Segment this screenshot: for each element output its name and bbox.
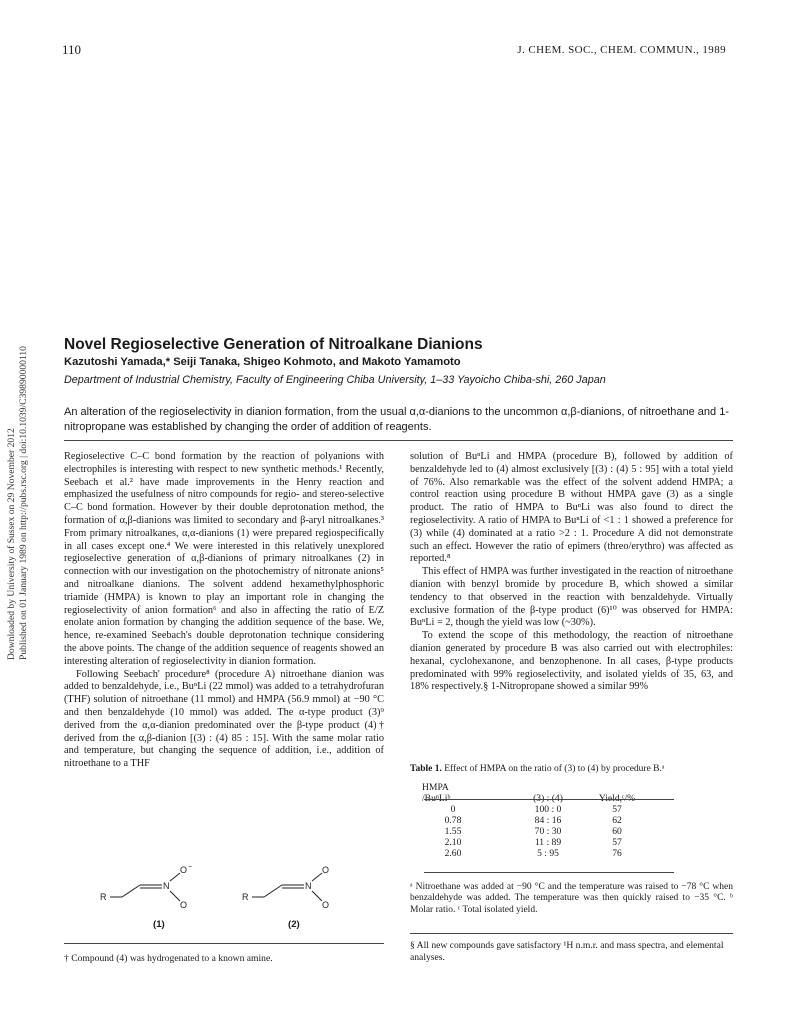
product-ratio-cell: 5 : 95	[537, 848, 559, 859]
dianion-structures-svg	[70, 865, 330, 915]
structure-2	[252, 873, 322, 901]
table-header-hmpa: HMPA	[422, 782, 449, 793]
paragraph: To extend the scope of this methodology, the reaction of nitroethane dianion generated by procedure B was also carried out with electrophiles: hexanal, cyclohexanone, and benzophenone. In all cases, β-type products predominated with 99% regioselectivity, and isolated yields of 35, 63, and 18% respectively.§ 1-Nitropropane showed a similar 99%	[410, 630, 733, 693]
table-bottom-rule	[424, 872, 674, 873]
table-row	[422, 815, 652, 826]
table-1	[410, 764, 733, 859]
article-authors: Kazutoshi Yamada,* Seiji Tanaka, Shigeo Kohmoto, and Makoto Yamamoto	[64, 356, 461, 368]
charge-1: −	[188, 865, 193, 871]
journal-header: J. CHEM. SOC., CHEM. COMMUN., 1989	[517, 44, 726, 56]
article-abstract: An alteration of the regioselectivity in dianion formation, from the usual α,α-dianions to the uncommon α,β-dianions, of nitroethane and 1-nitropropane was established by changing the order of addition of reagents.	[64, 406, 729, 433]
table-footnotes: ᵃ Nitroethane was added at −90 °C and the temperature was raised to −78 °C when benzaldehyde was added. The temperature was then quickly raised to −35 °C. ᵇ Molar ratio. ᶜ Total isolated yield.	[410, 882, 733, 915]
oxygen-anion-1: O	[180, 865, 188, 875]
r-group-2: R	[242, 892, 249, 902]
nitrogen-1: N	[163, 881, 170, 891]
footnote-divider-left	[64, 943, 384, 944]
oxygen-anion-2: O	[322, 865, 330, 875]
download-watermark	[6, 160, 29, 660]
footnote-divider-right	[410, 933, 733, 934]
table-header-ratio: /BuⁿLiᵇ	[422, 793, 451, 804]
article-title: Novel Regioselective Generation of Nitroalkane Dianions	[64, 336, 483, 353]
yield-cell: 76	[612, 848, 622, 859]
paragraph: Following Seebach' procedure⁸ (procedure A) nitroethane dianion was added to benzaldehyde, i.e., BuⁿLi (22 mmol) was added to a tetrahydrofuran (THF) solution of nitroethane (11 mmol) and HMPA (56.9 mmol) at −90 °C and then benzaldehyde (10 mmol) was added. The α-type product (3)⁹ derived from the α,α-dianion predominated over the β-type product (4)† derived from the α,β-dianion [(3) : (4) 85 : 15]. With the same molar ratio and temperature, but changing the sequence of addition, i.e., addition of nitroethane to a THF	[64, 668, 384, 770]
chemical-structures	[70, 865, 330, 935]
yield-cell: 60	[612, 826, 622, 837]
yield-cell: 57	[612, 837, 622, 848]
abstract-divider	[64, 440, 733, 441]
yield-table	[422, 782, 652, 859]
right-column	[410, 451, 733, 694]
table-caption-text: Effect of HMPA on the ratio of (3) to (4) by procedure B.ᵃ	[444, 764, 665, 774]
oxygen-1: O	[180, 900, 188, 910]
product-ratio-cell: 11 : 89	[534, 837, 562, 848]
left-column	[64, 451, 384, 771]
article-affiliation: Department of Industrial Chemistry, Faculty of Engineering Chiba University, 1–33 Yayoicho Chiba-shi, 260 Japan	[64, 374, 606, 386]
yield-cell: 57	[612, 804, 622, 815]
product-ratio-cell: 70 : 30	[534, 826, 562, 837]
table-row	[422, 804, 652, 815]
hmpa-ratio-cell: 2.60	[444, 848, 462, 859]
table-row	[422, 848, 652, 859]
paragraph: solution of BuⁿLi and HMPA (procedure B), followed by addition of benzaldehyde led to (4) almost exclusively [(3) : (4) 5 : 95] with a total yield of 76%. Also remarkable was the effect of the solvent addend HMPA; a control reaction using procedure B without HMPA gave (3) as a single product. The ratio of HMPA to BuⁿLi was also found to direct the regioselectivity. A ratio of HMPA to BuⁿLi of <1 : 1 showed a preference for (3) while (4) dominated at a ratio >2 : 1. Procedure A did not demonstrate such an effect. However the ratio of epimers (threo/erythro) was affected as reported.⁸	[410, 451, 733, 565]
table-body	[422, 804, 652, 859]
hmpa-ratio-cell: 0	[450, 804, 456, 815]
paragraph: This effect of HMPA was further investigated in the reaction of nitroethane dianion with benzyl bromide by procedure B, which showed a similar tendency to that observed in the reaction with benzaldehyde. Virtually exclusive formation of the β-type product (6)¹⁰ was observed for HMPA: BuⁿLi = 2, though the yield was low (~30%).	[410, 566, 733, 629]
page-number: 110	[62, 42, 82, 57]
nitrogen-2: N	[305, 881, 312, 891]
hmpa-ratio-cell: 1.55	[444, 826, 462, 837]
footnote-section: § All new compounds gave satisfactory ¹H n.m.r. and mass spectra, and elemental analyses.	[410, 940, 724, 963]
table-header-product-ratio: (3) : (4)	[533, 793, 563, 804]
table-header-rule	[424, 799, 674, 800]
table-row	[422, 837, 652, 848]
yield-cell: 62	[612, 815, 622, 826]
download-line: Downloaded by University of Sussex on 29 November 2012	[6, 428, 17, 660]
footnote-dagger: † Compound (4) was hydrogenated to a known amine.	[64, 953, 273, 964]
doi-line: Published on 01 January 1989 on http://pubs.rsc.org | doi:10.1039/C39890000110	[17, 346, 29, 660]
r-group-1: R	[100, 892, 107, 902]
product-ratio-cell: 100 : 0	[534, 804, 562, 815]
table-caption	[410, 764, 733, 774]
table-header-yield: Yield,ᶜ/%	[598, 793, 636, 804]
hmpa-ratio-cell: 0.78	[444, 815, 462, 826]
hmpa-ratio-cell: 2.10	[444, 837, 462, 848]
structure-2-label: (2)	[288, 919, 300, 930]
structure-1-label: (1)	[153, 919, 165, 930]
table-caption-label: Table 1.	[410, 764, 442, 774]
structure-1	[110, 873, 180, 901]
table-row	[422, 826, 652, 837]
oxygen-2: O	[322, 900, 330, 910]
product-ratio-cell: 84 : 16	[534, 815, 562, 826]
paragraph: Regioselective C–C bond formation by the reaction of polyanions with electrophiles is interesting with respect to new synthetic methods.¹ Recently, Seebach et al.² have made improvements in the Henry reaction and emphasized the usefulness of nitro compounds for regio- and stereo-selective C–C bond formation. However by their double deprotonation method, the formation of α,β-dianions was limited to secondary and β-aryl nitroalkanes.³ From primary nitroalkanes, α,α-dianions (1) were prepared regiospecifically in all cases except one.⁴ We were interested in this relatively unexplored regioselective generation of α,β-dianions of primary nitroalkanes (2) in connection with our investigation on the photochemistry of nitronate anions⁵ and nitroalkane dianions. The solvent addend hexamethylphosphoric triamide (HMPA) is known to play an important role in changing the regioselectivity of anion formation⁶ and also in affecting the ratio of E/Z enolate anion formation by changing the addition sequence of the base. We, hence, re-examined Seebach's double deprotonation technique considering the above points. The change of the addition sequence of reagents showed an interesting alteration of regioselectivity in dianion formation.	[64, 451, 384, 667]
